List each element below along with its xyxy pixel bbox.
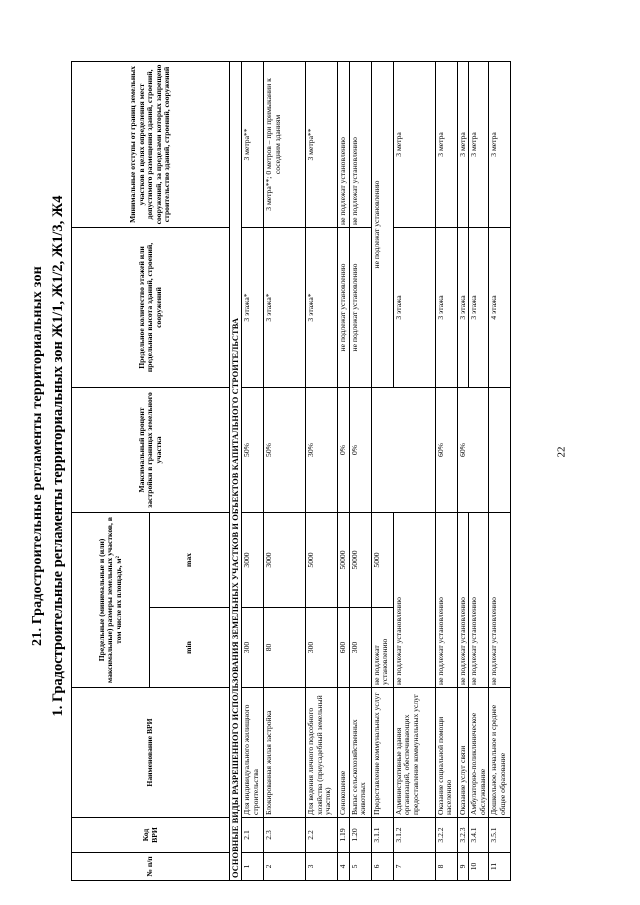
cell-code: 3.1.2 <box>393 818 435 853</box>
cell-percent-empty <box>371 387 435 512</box>
cell-setback: 3 метра** <box>306 61 338 227</box>
cell-num: 4 <box>338 853 350 881</box>
cell-floors: 3 этажа* <box>264 227 306 387</box>
table-row <box>338 61 350 880</box>
cell-size-merged: не подлежат установлению <box>393 512 435 687</box>
cell-floors: 3 этажа <box>469 227 489 387</box>
cell-percent: 50% <box>264 387 306 512</box>
cell-size-merged: не подлежат установлению <box>435 512 457 687</box>
cell-code: 2.1 <box>242 818 264 853</box>
cell-max: 5000 <box>306 512 338 607</box>
cell-percent: 60% <box>435 387 457 512</box>
header-size-group: Предельные (минимальные и (или) максимальные) размеры земельных участков, в том числе их площадь, м² <box>72 512 150 687</box>
cell-size-merged: не подлежат установлению <box>469 512 489 687</box>
cell-setback: не подлежат установлению <box>349 61 371 227</box>
cell-min: 300 <box>306 608 338 688</box>
cell-name: Блокированная жилая застройка <box>264 688 306 818</box>
cell-num: 5 <box>349 853 371 881</box>
page-number: 22 <box>555 446 568 458</box>
cell-code: 3.1.1 <box>371 818 393 853</box>
table-row <box>242 61 264 880</box>
cell-floors: 4 этажа <box>489 227 511 387</box>
subsection-title: 1. Градостроительные регламенты территориальных зон Ж1/1, Ж1/2, Ж1/3, Ж4 <box>50 195 66 717</box>
cell-setback: 3 метра <box>457 61 469 227</box>
cell-num: 3 <box>306 853 338 881</box>
cell-num: 10 <box>469 853 489 881</box>
cell-size-merged: не подлежат установлению <box>489 512 511 687</box>
cell-size-merged: не подлежат установлению <box>457 512 469 687</box>
header-code: Код ВРИ <box>72 818 230 853</box>
cell-setback: 3 метра <box>469 61 489 227</box>
cell-setback: 3 метра <box>393 61 435 227</box>
cell-code: 3.4.1 <box>469 818 489 853</box>
cell-name: Амбулаторно-поликлиническое обслуживание <box>469 688 489 818</box>
cell-max: 50000 <box>349 512 371 607</box>
cell-percent: 30% <box>306 387 338 512</box>
cell-code: 1.19 <box>338 818 350 853</box>
cell-max: 3000 <box>242 512 264 607</box>
cell-num: 8 <box>435 853 457 881</box>
section-title: 21. Градостроительные регламенты территориальных зон <box>30 266 45 646</box>
cell-name: Дошкольное, начальное и среднее общее образование <box>489 688 511 818</box>
table-row <box>435 61 457 880</box>
cell-percent: 0% <box>338 387 350 512</box>
cell-name: Выпас сельскохозяйственных животных <box>349 688 371 818</box>
header-floors: Предельное количество этажей или предельная высота зданий, строений, сооружений <box>72 227 230 387</box>
cell-code: 2.3 <box>264 818 306 853</box>
regulations-table <box>71 61 511 881</box>
cell-code: 2.2 <box>306 818 338 853</box>
cell-percent-empty <box>489 387 511 512</box>
cell-max: 50000 <box>338 512 350 607</box>
cell-name: Административные здания организаций, обеспечивающих предоставление коммунальных услуг <box>393 688 435 818</box>
section-row: ОСНОВНЫЕ ВИДЫ РАЗРЕШЕННОГО ИСПОЛЬЗОВАНИЯ ЗЕМЕЛЬНЫХ УЧАСТКОВ И ОБЪЕКТОВ КАПИТАЛЬНОГО СТРОИТЕЛЬСТВА <box>230 61 242 880</box>
table-row <box>349 61 371 880</box>
table-row <box>306 61 338 880</box>
header-setback: Минимальные отступы от границ земельных участков в целях определения мест допустимого размещения зданий, строений, сооружений, за пределами которых запрещено строительство зданий, строений, сооружений <box>72 61 230 227</box>
cell-name: Оказание услуг связи <box>457 688 469 818</box>
cell-setback: 3 метра**; 0 метров – при примыкании к соседним зданиям <box>264 61 306 227</box>
cell-min: 300 <box>349 608 371 688</box>
cell-floors: 3 этажа <box>457 227 469 387</box>
cell-code: 3.2.2 <box>435 818 457 853</box>
table-row <box>457 61 469 880</box>
cell-floors: 3 этажа* <box>306 227 338 387</box>
cell-floors: 3 этажа <box>435 227 457 387</box>
table-row <box>489 61 511 880</box>
cell-percent: 50% <box>242 387 264 512</box>
cell-setback: 3 метра <box>489 61 511 227</box>
cell-name: Оказание социальной помощи населению <box>435 688 457 818</box>
cell-num: 9 <box>457 853 469 881</box>
cell-setback: 3 метра <box>435 61 457 227</box>
cell-num: 7 <box>393 853 435 881</box>
cell-name: Сенокошение <box>338 688 350 818</box>
cell-min: 80 <box>264 608 306 688</box>
rotated-page-content <box>3 16 623 896</box>
cell-name: Предоставление коммунальных услуг <box>371 688 393 818</box>
header-num: № п/п <box>72 853 230 881</box>
cell-max: 5000 <box>371 512 393 607</box>
cell-code: 3.2.3 <box>457 818 469 853</box>
table-row <box>371 61 393 880</box>
cell-floors: 3 этажа <box>393 227 435 387</box>
header-name: Наименование ВРИ <box>72 688 230 818</box>
cell-name: Для индивидуального жилищного строительства <box>242 688 264 818</box>
cell-min: 300 <box>242 608 264 688</box>
cell-num: 11 <box>489 853 511 881</box>
cell-floors-setback: не подлежат установлению <box>371 61 393 387</box>
cell-max: 3000 <box>264 512 306 607</box>
cell-floors: не подлежат установлению <box>338 227 350 387</box>
header-min: min <box>150 608 230 688</box>
cell-percent: 60% <box>457 387 489 512</box>
cell-num: 1 <box>242 853 264 881</box>
cell-percent: 0% <box>349 387 371 512</box>
cell-min: не подлежат установлению <box>371 608 393 688</box>
cell-code: 1.20 <box>349 818 371 853</box>
cell-setback: не подлежат установлению <box>338 61 350 227</box>
cell-num: 2 <box>264 853 306 881</box>
header-max: max <box>150 512 230 607</box>
cell-min: 600 <box>338 608 350 688</box>
header-percent: Максимальный процент застройки в границах земельного участка <box>72 387 230 512</box>
cell-floors: не подлежат установлению <box>349 227 371 387</box>
cell-floors: 3 этажа* <box>242 227 264 387</box>
table-row <box>264 61 306 880</box>
cell-name: Для ведения личного подсобного хозяйства (приусадебный земельный участок) <box>306 688 338 818</box>
cell-num: 6 <box>371 853 393 881</box>
cell-code: 3.5.1 <box>489 818 511 853</box>
cell-setback: 3 метра** <box>242 61 264 227</box>
